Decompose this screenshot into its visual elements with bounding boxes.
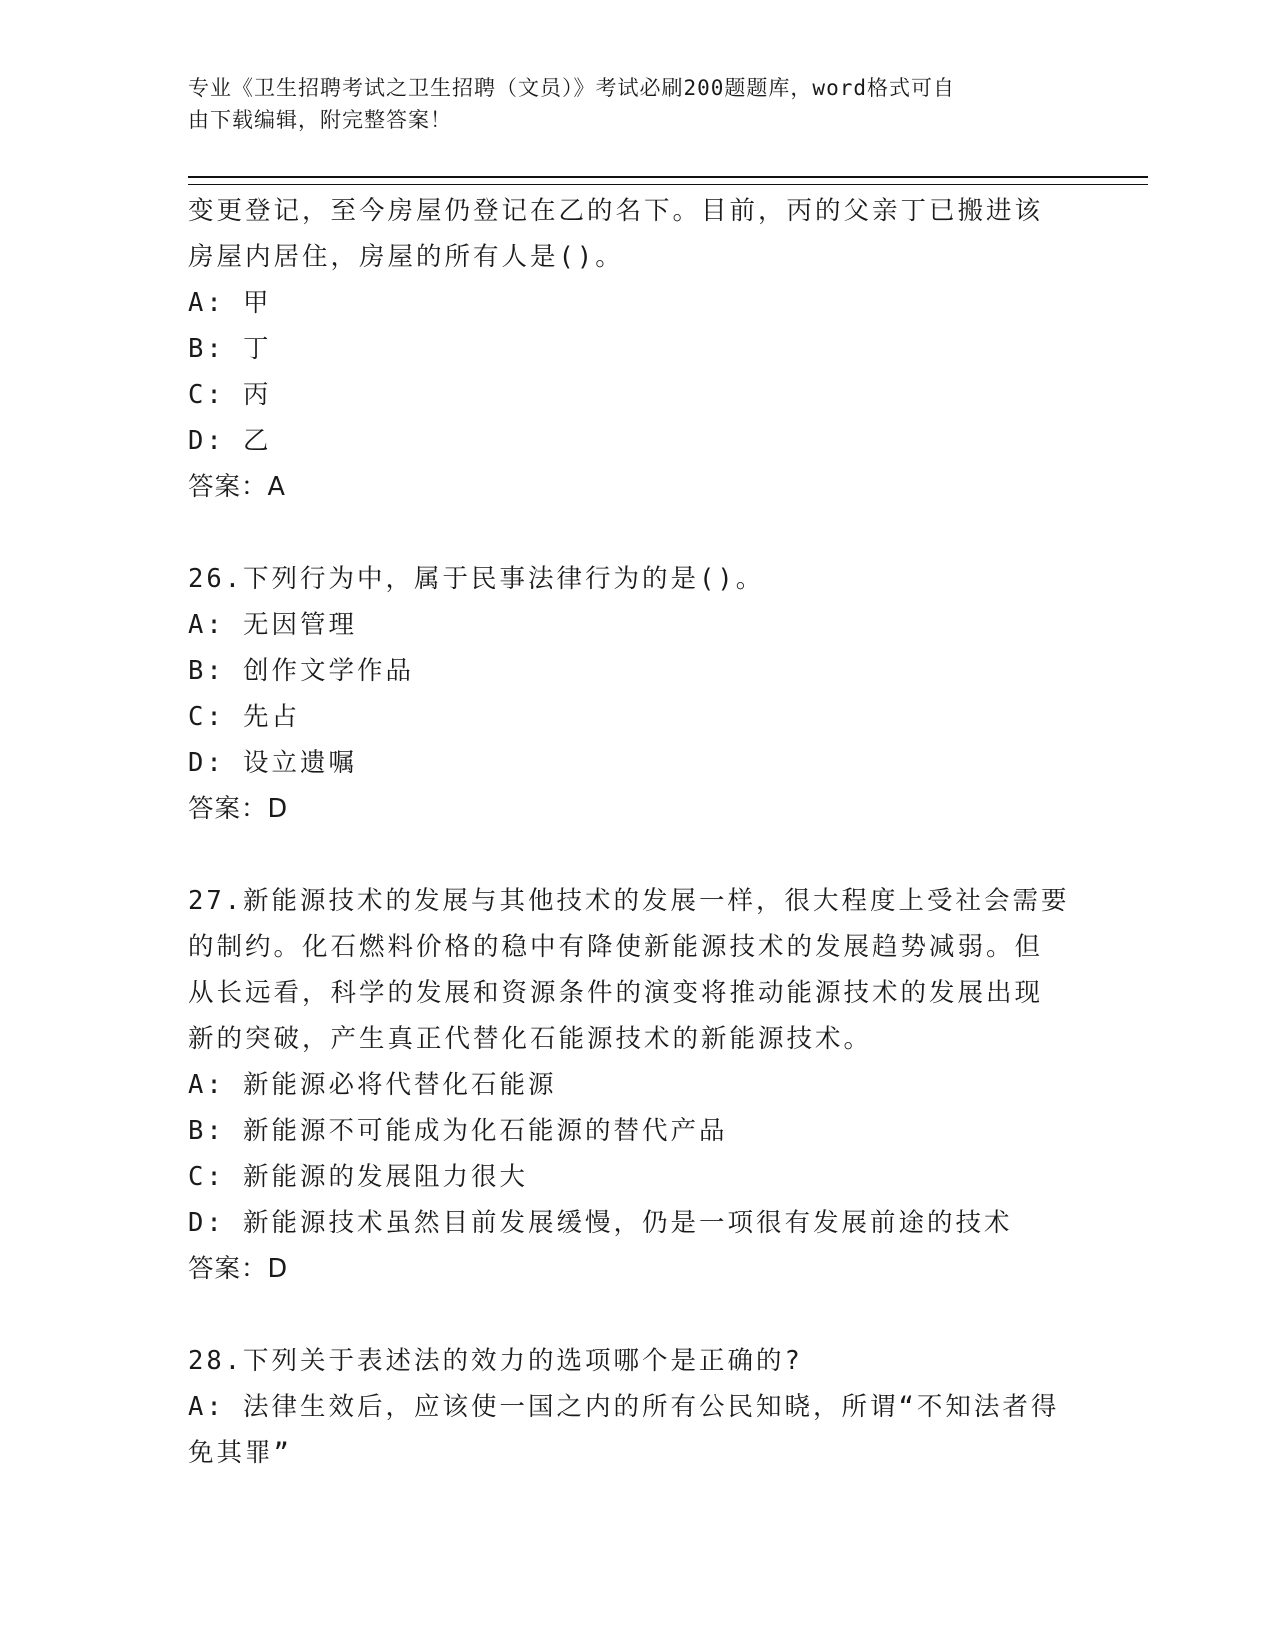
document-body: [188, 188, 1088, 1476]
question-stem-line: 的制约。化石燃料价格的稳中有降使新能源技术的发展趋势减弱。但: [188, 932, 1044, 962]
option-c: C: 先占: [188, 702, 301, 732]
header-line-1: 专业《卫生招聘考试之卫生招聘（文员）》考试必刷200题题库，word格式可自: [188, 76, 955, 100]
option-a: A: 新能源必将代替化石能源: [188, 1070, 557, 1100]
question-stem-line: 从长远看，科学的发展和资源条件的演变将推动能源技术的发展出现: [188, 978, 1044, 1008]
option-b: B: 丁: [188, 334, 272, 364]
option-b: B: 新能源不可能成为化石能源的替代产品: [188, 1116, 728, 1146]
option-b: B: 创作文学作品: [188, 656, 415, 686]
option-d: D: 新能源技术虽然目前发展缓慢，仍是一项很有发展前途的技术: [188, 1208, 1013, 1238]
option-c: C: 丙: [188, 380, 272, 410]
option-d: D: 乙: [188, 426, 272, 456]
header-line-2: 由下载编辑，附完整答案！: [188, 108, 452, 132]
question-stem-line: 新的突破，产生真正代替化石能源技术的新能源技术。: [188, 1024, 873, 1054]
answer: 答案：A: [188, 472, 286, 502]
header-divider: [188, 176, 1148, 185]
question-stem-line: 变更登记，至今房屋仍登记在乙的名下。目前，丙的父亲丁已搬进该: [188, 196, 1044, 226]
question-spacer: [188, 1292, 1088, 1338]
question-spacer: [188, 510, 1088, 556]
question-26: [188, 556, 1088, 832]
question-stem-line: 28.下列关于表述法的效力的选项哪个是正确的?: [188, 1346, 803, 1376]
question-stem-line: 27.新能源技术的发展与其他技术的发展一样，很大程度上受社会需要: [188, 886, 1070, 916]
question-27: [188, 878, 1088, 1292]
question-spacer: [188, 832, 1088, 878]
option-a: A: 无因管理: [188, 610, 358, 640]
question-28: [188, 1338, 1088, 1476]
option-a: A: 法律生效后，应该使一国之内的所有公民知晓，所谓“不知法者得: [188, 1392, 1060, 1422]
option-a-continued: 免其罪”: [188, 1438, 292, 1468]
question-25: [188, 188, 1088, 510]
answer: 答案：D: [188, 1254, 289, 1284]
answer: 答案：D: [188, 794, 289, 824]
question-stem-line: 房屋内居住，房屋的所有人是()。: [188, 242, 624, 272]
question-stem-line: 26.下列行为中，属于民事法律行为的是()。: [188, 564, 765, 594]
page-header: [188, 72, 1068, 136]
option-a: A: 甲: [188, 288, 272, 318]
option-c: C: 新能源的发展阻力很大: [188, 1162, 529, 1192]
option-d: D: 设立遗嘱: [188, 748, 358, 778]
